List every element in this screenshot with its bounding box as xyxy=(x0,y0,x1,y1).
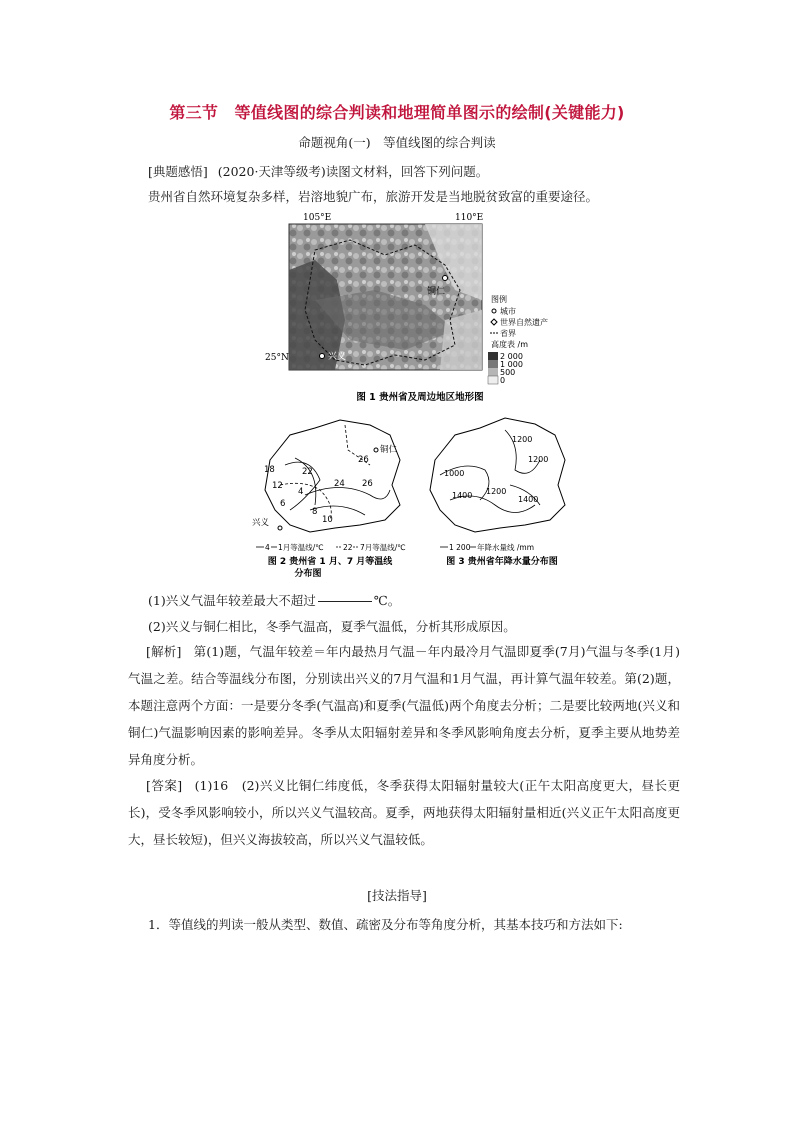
alt-swatch-1000 xyxy=(488,360,498,368)
legend-city-icon xyxy=(492,309,496,313)
figure3-caption: 图 3 贵州省年降水量分布图 xyxy=(446,557,558,567)
intro-tag: [典题感悟] xyxy=(148,164,208,179)
legend-jul: 7月等温线/℃ xyxy=(360,543,406,552)
question-2: (2)兴义与铜仁相比，冬季气温高，夏季气温低，分析其形成原因。 xyxy=(148,619,516,634)
section-subtitle: 命题视角(一) 等值线图的综合判读 xyxy=(298,135,496,150)
figure1-terrain-map xyxy=(255,210,585,405)
alt-0: 0 xyxy=(500,376,506,385)
legend-heritage-icon xyxy=(491,319,497,325)
lon-110-label: 110°E xyxy=(455,213,484,223)
precip-label-1400a: 1400 xyxy=(452,491,473,500)
guide-heading: [技法指导] xyxy=(367,888,427,903)
legend-city: 城市 xyxy=(500,307,516,316)
alt-swatch-500 xyxy=(488,368,498,376)
guide-item-1: 1．等值线的判读一般从类型、数值、疏密及分布等角度分析，其基本技巧和方法如下: xyxy=(148,917,623,932)
precip-label-1200c: 1200 xyxy=(486,487,507,496)
iso-label-22: 22 xyxy=(302,467,313,477)
material-text: 贵州省自然环境复杂多样，岩溶地貌广布，旅游开发是当地脱贫致富的重要途径。 xyxy=(148,189,599,204)
iso-label-24: 24 xyxy=(334,479,345,489)
page-title: 第三节 等值线图的综合判读和地理简单图示的绘制(关键能力) xyxy=(169,103,625,122)
iso-label-26b: 26 xyxy=(362,479,373,489)
figure2-isotherm-map xyxy=(250,410,425,579)
fig2-xingyi-marker xyxy=(278,526,282,530)
city-xingyi-label: 兴义 xyxy=(328,352,347,362)
figure3-precipitation-map xyxy=(420,410,585,570)
alt-1000: 1 000 xyxy=(500,360,523,369)
alt-500: 500 xyxy=(500,368,516,377)
legend-heritage: 世界自然遗产 xyxy=(500,318,548,327)
fig2-city-xingyi: 兴义 xyxy=(252,518,270,528)
lat-25-label: 25°N xyxy=(265,353,289,363)
precip-label-1200b: 1200 xyxy=(528,455,549,464)
iso-label-10: 10 xyxy=(322,515,333,525)
analysis-block xyxy=(128,638,680,773)
legend-altitude: 高度表 /m xyxy=(491,340,529,349)
answer-tag: [答案] xyxy=(146,778,183,793)
legend-jan: 1月等温线/℃ xyxy=(278,543,324,552)
analysis-tag: [解析] xyxy=(146,644,182,659)
iso-label-18: 18 xyxy=(264,465,275,475)
legend-title: 图例 xyxy=(491,295,507,304)
legend-jan-num: 4 xyxy=(265,543,270,552)
legend-border: 省界 xyxy=(500,329,516,338)
precip-label-1400b: 1400 xyxy=(518,495,539,504)
question-1-unit: ℃。 xyxy=(373,593,401,608)
city-tongren-label: 铜仁 xyxy=(427,287,446,297)
precip-legend-num: 1 200 xyxy=(449,543,471,552)
alt-2000: 2 000 xyxy=(500,352,523,361)
alt-swatch-2000 xyxy=(488,352,498,360)
legend-jul-num: 22 xyxy=(343,543,353,552)
alt-swatch-0 xyxy=(488,376,498,384)
answer-text: (1)16 (2)兴义比铜仁纬度低，冬季获得太阳辐射量较大(正午太阳高度更大，昼长更长)，受冬季风影响较小，所以兴义气温较高。夏季，两地获得太阳辐射量相近(兴义正午太阳高度更大，昼长较短)，但兴义海拔较高，所以兴义气温较低。 xyxy=(128,778,680,847)
city-tongren-marker xyxy=(443,276,448,281)
figure2-caption-2: 分布图 xyxy=(294,569,322,579)
analysis-text: 第(1)题，气温年较差＝年内最热月气温－年内最冷月气温即夏季(7月)气温与冬季(1月)气温之差。结合等温线分布图，分别读出兴义的7月气温和1月气温，再计算气温年较差。第(2)题，本题注意两个方面：一是要分冬季(气温高)和夏季(气温低)两个角度去分析；二是要比较两地(兴义和铜仁)气温影响因素的影响差异。冬季从太阳辐射差异和冬季风影响角度去分析，夏季主要从地势差异角度分析。 xyxy=(128,644,680,767)
precip-legend: 年降水量线 /mm xyxy=(477,543,535,552)
iso-label-6: 6 xyxy=(280,499,286,509)
iso-label-4: 4 xyxy=(298,487,304,497)
intro-line xyxy=(148,161,678,182)
figure1-caption: 图 1 贵州省及周边地区地形图 xyxy=(356,392,484,403)
intro-source: (2020·天津等级考)读图文材料，回答下列问题。 xyxy=(217,164,489,179)
question-1-text: (1)兴义气温年较差最大不超过 xyxy=(148,593,316,608)
answer-blank[interactable] xyxy=(318,601,372,602)
question-1 xyxy=(148,590,678,611)
fig2-city-tongren: 铜仁 xyxy=(380,445,398,455)
figure2-caption-1: 图 2 贵州省 1 月、7 月等温线 xyxy=(267,557,393,567)
answer-block xyxy=(128,772,680,853)
precip-label-1000: 1000 xyxy=(444,469,465,478)
iso-label-8: 8 xyxy=(312,507,318,517)
iso-label-12: 12 xyxy=(272,481,283,491)
fig2-tongren-marker xyxy=(374,448,378,452)
city-xingyi-marker xyxy=(320,354,325,359)
iso-label-26a: 26 xyxy=(358,455,369,465)
precip-label-1200a: 1200 xyxy=(512,435,533,444)
lon-105-label: 105°E xyxy=(303,213,332,223)
